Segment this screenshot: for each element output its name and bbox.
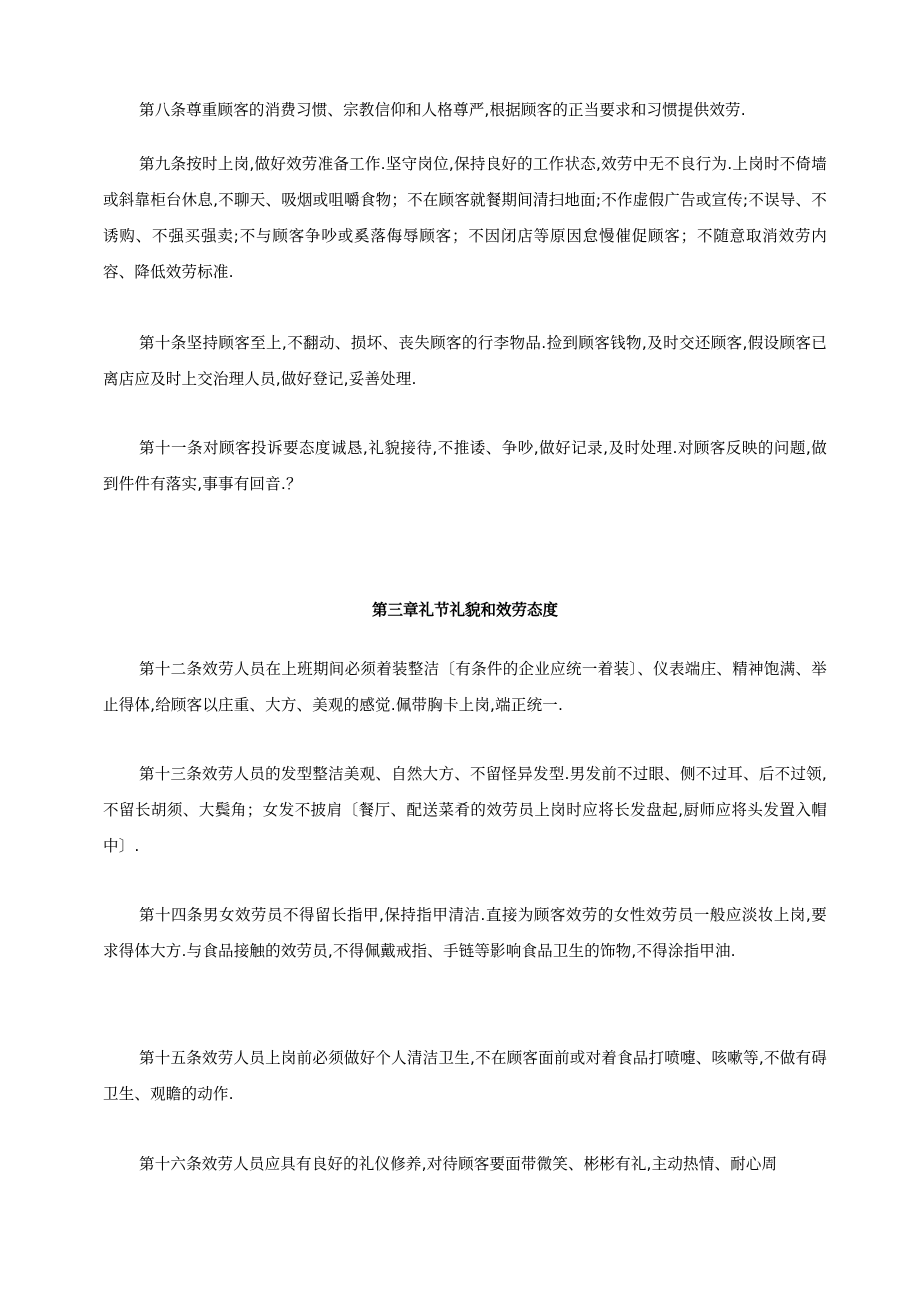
article-16-paragraph: 第十六条效劳人员应具有良好的礼仪修养,对待顾客要面带微笑、彬彬有礼,主动热情、耐心周 <box>139 1155 778 1173</box>
article-14-paragraph: 第十四条男女效劳员不得留长指甲,保持指甲清洁.直接为顾客效劳的女性效劳员一般应淡妆上岗,要求得体大方.与食品接触的效劳员,不得佩戴戒指、手链等影响食品卫生的饰物,不得涂指甲油. <box>103 906 827 960</box>
article-8-paragraph: 第八条尊重顾客的消费习惯、宗教信仰和人格尊严,根据顾客的正当要求和习惯提供效劳. <box>139 101 746 119</box>
chapter-heading: 第三章礼节礼貌和效劳态度 <box>371 601 558 619</box>
article-13-paragraph: 第十三条效劳人员的发型整洁美观、自然大方、不留怪异发型.男发前不过眼、侧不过耳、后不过领,不留长胡须、大鬓角；女发不披肩〔餐厅、配送菜肴的效劳员上岗时应将长发盘起,厨师应将头发置入帽中〕. <box>103 765 827 855</box>
article-15-paragraph: 第十五条效劳人员上岗前必须做好个人清洁卫生,不在顾客面前或对着食品打喷嚏、咳嗽等,不做有碍卫生、观瞻的动作. <box>103 1049 827 1103</box>
article-10-paragraph: 第十条坚持顾客至上,不翻动、损坏、丧失顾客的行李物品.捡到顾客钱物,及时交还顾客,假设顾客已离店应及时上交治理人员,做好登记,妥善处理. <box>103 334 827 388</box>
article-9-paragraph: 第九条按时上岗,做好效劳准备工作.坚守岗位,保持良好的工作状态,效劳中无不良行为.上岗时不倚墙或斜靠柜台休息,不聊天、吸烟或咀嚼食物；不在顾客就餐期间清扫地面;不作虚假广告或宣传;不误导、不诱购、不强买强卖;不与顾客争吵或奚落侮辱顾客；不因闭店等原因怠慢催促顾客；不随意取消效劳内容、降低效劳标准. <box>103 155 827 281</box>
article-12-paragraph: 第十二条效劳人员在上班期间必须着装整洁〔有条件的企业应统一着装〕、仪表端庄、精神饱满、举止得体,给顾客以庄重、大方、美观的感觉.佩带胸卡上岗,端正统一. <box>103 660 827 714</box>
article-11-paragraph: 第十一条对顾客投诉要态度诚恳,礼貌接待,不推诿、争吵,做好记录,及时处理.对顾客反映的问题,做到件件有落实,事事有回音.？ <box>103 439 827 493</box>
